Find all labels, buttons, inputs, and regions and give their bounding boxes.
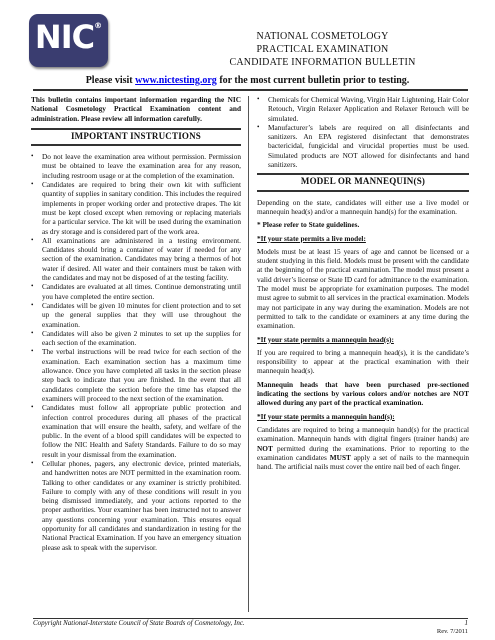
footer [33,619,468,627]
bullet-icon: • [257,122,260,131]
list-item: • Candidates are required to bring their own kit with sufficient quantity of supplies in sanitary condition. This includes the required implements in proper working order and protective drapes. The kit must be kept closed except when removing or replacing materials for a particular service. The kit will be used during the examination as dry storage and is considered part of the work area. [31,180,241,236]
column-divider [248,96,249,612]
intro-paragraph: This bulletin contains important information regarding the NIC National Cosmetology Practical Examination content and administration. Please review all information carefully. [31,95,241,123]
list-item: • Candidates must follow all appropriate public protection and infection control procedures during all phases of the practical examination that will ensure the health, safety, and welfare of the public. In the event of a blood spill candidates will be expected to follow the NIC Health and Safety Standards. Failure to do so may result in your dismissal from the examination. [31,403,241,459]
bullet-icon: • [31,328,34,337]
list-item: • Cellular phones, pagers, any electronic device, printed materials, and handwritten notes are NOT permitted in the examination room. Talking to other candidates or any examiner is strictly prohibited. Failure to comply with any of these conditions will result in you being dismissed immediately, and your actions reported to the proper authorities. Your examiner has been instructed not to answer any questions concerning your examination. This ensures equal opportunity for all candidates and standardization in testing for the National Practical Examination. If you have an emergency situation please ask to speak with the supervisor. [31,458,241,552]
model-intro-paragraph: Depending on the state, candidates will either use a live model or mannequin head(s) and/or a mannequin hand(s) for the examination. [257,197,469,216]
list-item: • Candidates are evaluated at all times. Continue demonstrating until you have completed the entire section. [31,282,241,301]
pre-sectioned-warning: Mannequin heads that have been purchased pre-sectioned indicating the sections by various colors and/or notches are NOT allowed during any part of the practical examination. [257,379,469,408]
instructions-list [31,152,241,552]
registered-mark: ® [94,21,103,30]
list-item: • Manufacturer’s labels are required on all disinfectants and sanitizers. An EPA registered disinfectant that demonstrates bactericidal, fungicidal and virucidal properties must be used. Simulated products are NOT allowed for disinfectants and hand sanitizers. [257,122,469,170]
bullet-icon: • [257,95,260,103]
revision-date: Rev. 7/2011 [436,628,468,635]
nictesting-link[interactable]: www.nictesting.org [135,75,217,86]
bullet-icon: • [31,403,34,412]
bulletin-title [150,30,495,69]
left-column [31,95,241,552]
bullet-icon: • [31,347,34,356]
title-line-2: PRACTICAL EXAMINATION [256,44,389,55]
list-item: • All examinations are administered in a testing environment. Candidates should bring a container of water if needed for any section of the examination. Candidates may bring a thermos of hot water if desired. All water and their containers must be taken with the candidates and may not be disposed of at the testing facility. [31,235,241,283]
top-divider [33,89,468,91]
bullet-icon: • [31,458,34,467]
mannequin-hand-paragraph: Candidates are required to bring a mannequin hand(s) for the practical examination. Mannequin hands with digital fingers (trainer hands) are NOT permitted during the examinations. Prior to reporting to the examination candidates MUST apply a set of nails to the mannequin hand. The artificial nails must cover the entire nail bed of each finger. [257,424,470,472]
right-column [257,95,469,475]
logo-text: NIC [34,18,95,56]
copyright-text: Copyright National-Interstate Council of State Boards of Cosmetology, Inc. [33,619,245,627]
bullet-icon: • [31,152,34,161]
live-model-paragraph: Models must be at least 15 years of age and cannot be licensed or a student studying in this field. Models must be present with the candidate at the beginning of the practical examination. The model must present a valid driver’s license or State ID card for admittance to the examination. The model must be appropriate for examination purposes. The model must agree to submit to all services in the practical examination. Models may not participate in any way during the examination. Models are not permitted to talk to the candidate or examiners at any time during the examination. [257,246,469,331]
visit-notice: Please visit www.nictesting.org for the most current bulletin prior to testing. [85,75,410,86]
list-item: • Candidates will be given 10 minutes for client protection and to set up the general supplies that they will use throughout the examination. [31,300,241,329]
list-item: • Do not leave the examination area without permission. Permission must be obtained to leave the examination area for any reason, including restroom usage or at the completion of the examination. [31,152,241,180]
model-or-mannequin-heading: MODEL OR MANNEQUIN(S) [257,173,469,191]
bullet-icon: • [31,282,34,291]
mannequin-head-paragraph: If you are required to bring a mannequin head(s), it is the candidate’s responsibility to appear at the practical examination with their mannequin head(s). [257,347,469,376]
mannequin-head-subheading: *If your state permits a mannequin head(s): [257,334,394,344]
list-item: • Chemicals for Chemical Waving, Virgin Hair Lightening, Hair Color Retouch, Virgin Relaxer Application and Relaxer Retouch will be simulated. [257,95,469,123]
bullet-icon: • [31,235,34,244]
bullet-icon: • [31,180,34,189]
page-number: 1 [464,619,468,627]
list-item: • The verbal instructions will be read twice for each section of the examination. Each examination section has a maximum time allowance. Once you have completed all tasks in the section please step back to indicate that you are finished. In the event that all candidates complete the section before the time has elapsed the examiners will proceed to the next section of the examination. [31,347,241,403]
nic-logo [29,14,108,67]
state-guidelines-note: * Please refer to State guidelines. [257,220,360,230]
bullet-icon: • [31,300,34,309]
supplies-list [257,95,469,169]
live-model-subheading: *If your state permits a live model: [257,233,366,243]
title-line-1: NATIONAL COSMETOLOGY [256,31,389,42]
list-item: • Candidates will also be given 2 minutes to set up the supplies for each section of the examination. [31,328,241,348]
important-instructions-heading: IMPORTANT INSTRUCTIONS [31,128,241,146]
title-line-3: CANDIDATE INFORMATION BULLETIN [229,57,416,68]
mannequin-hand-subheading: *If your state permits a mannequin hand(s): [257,411,395,421]
